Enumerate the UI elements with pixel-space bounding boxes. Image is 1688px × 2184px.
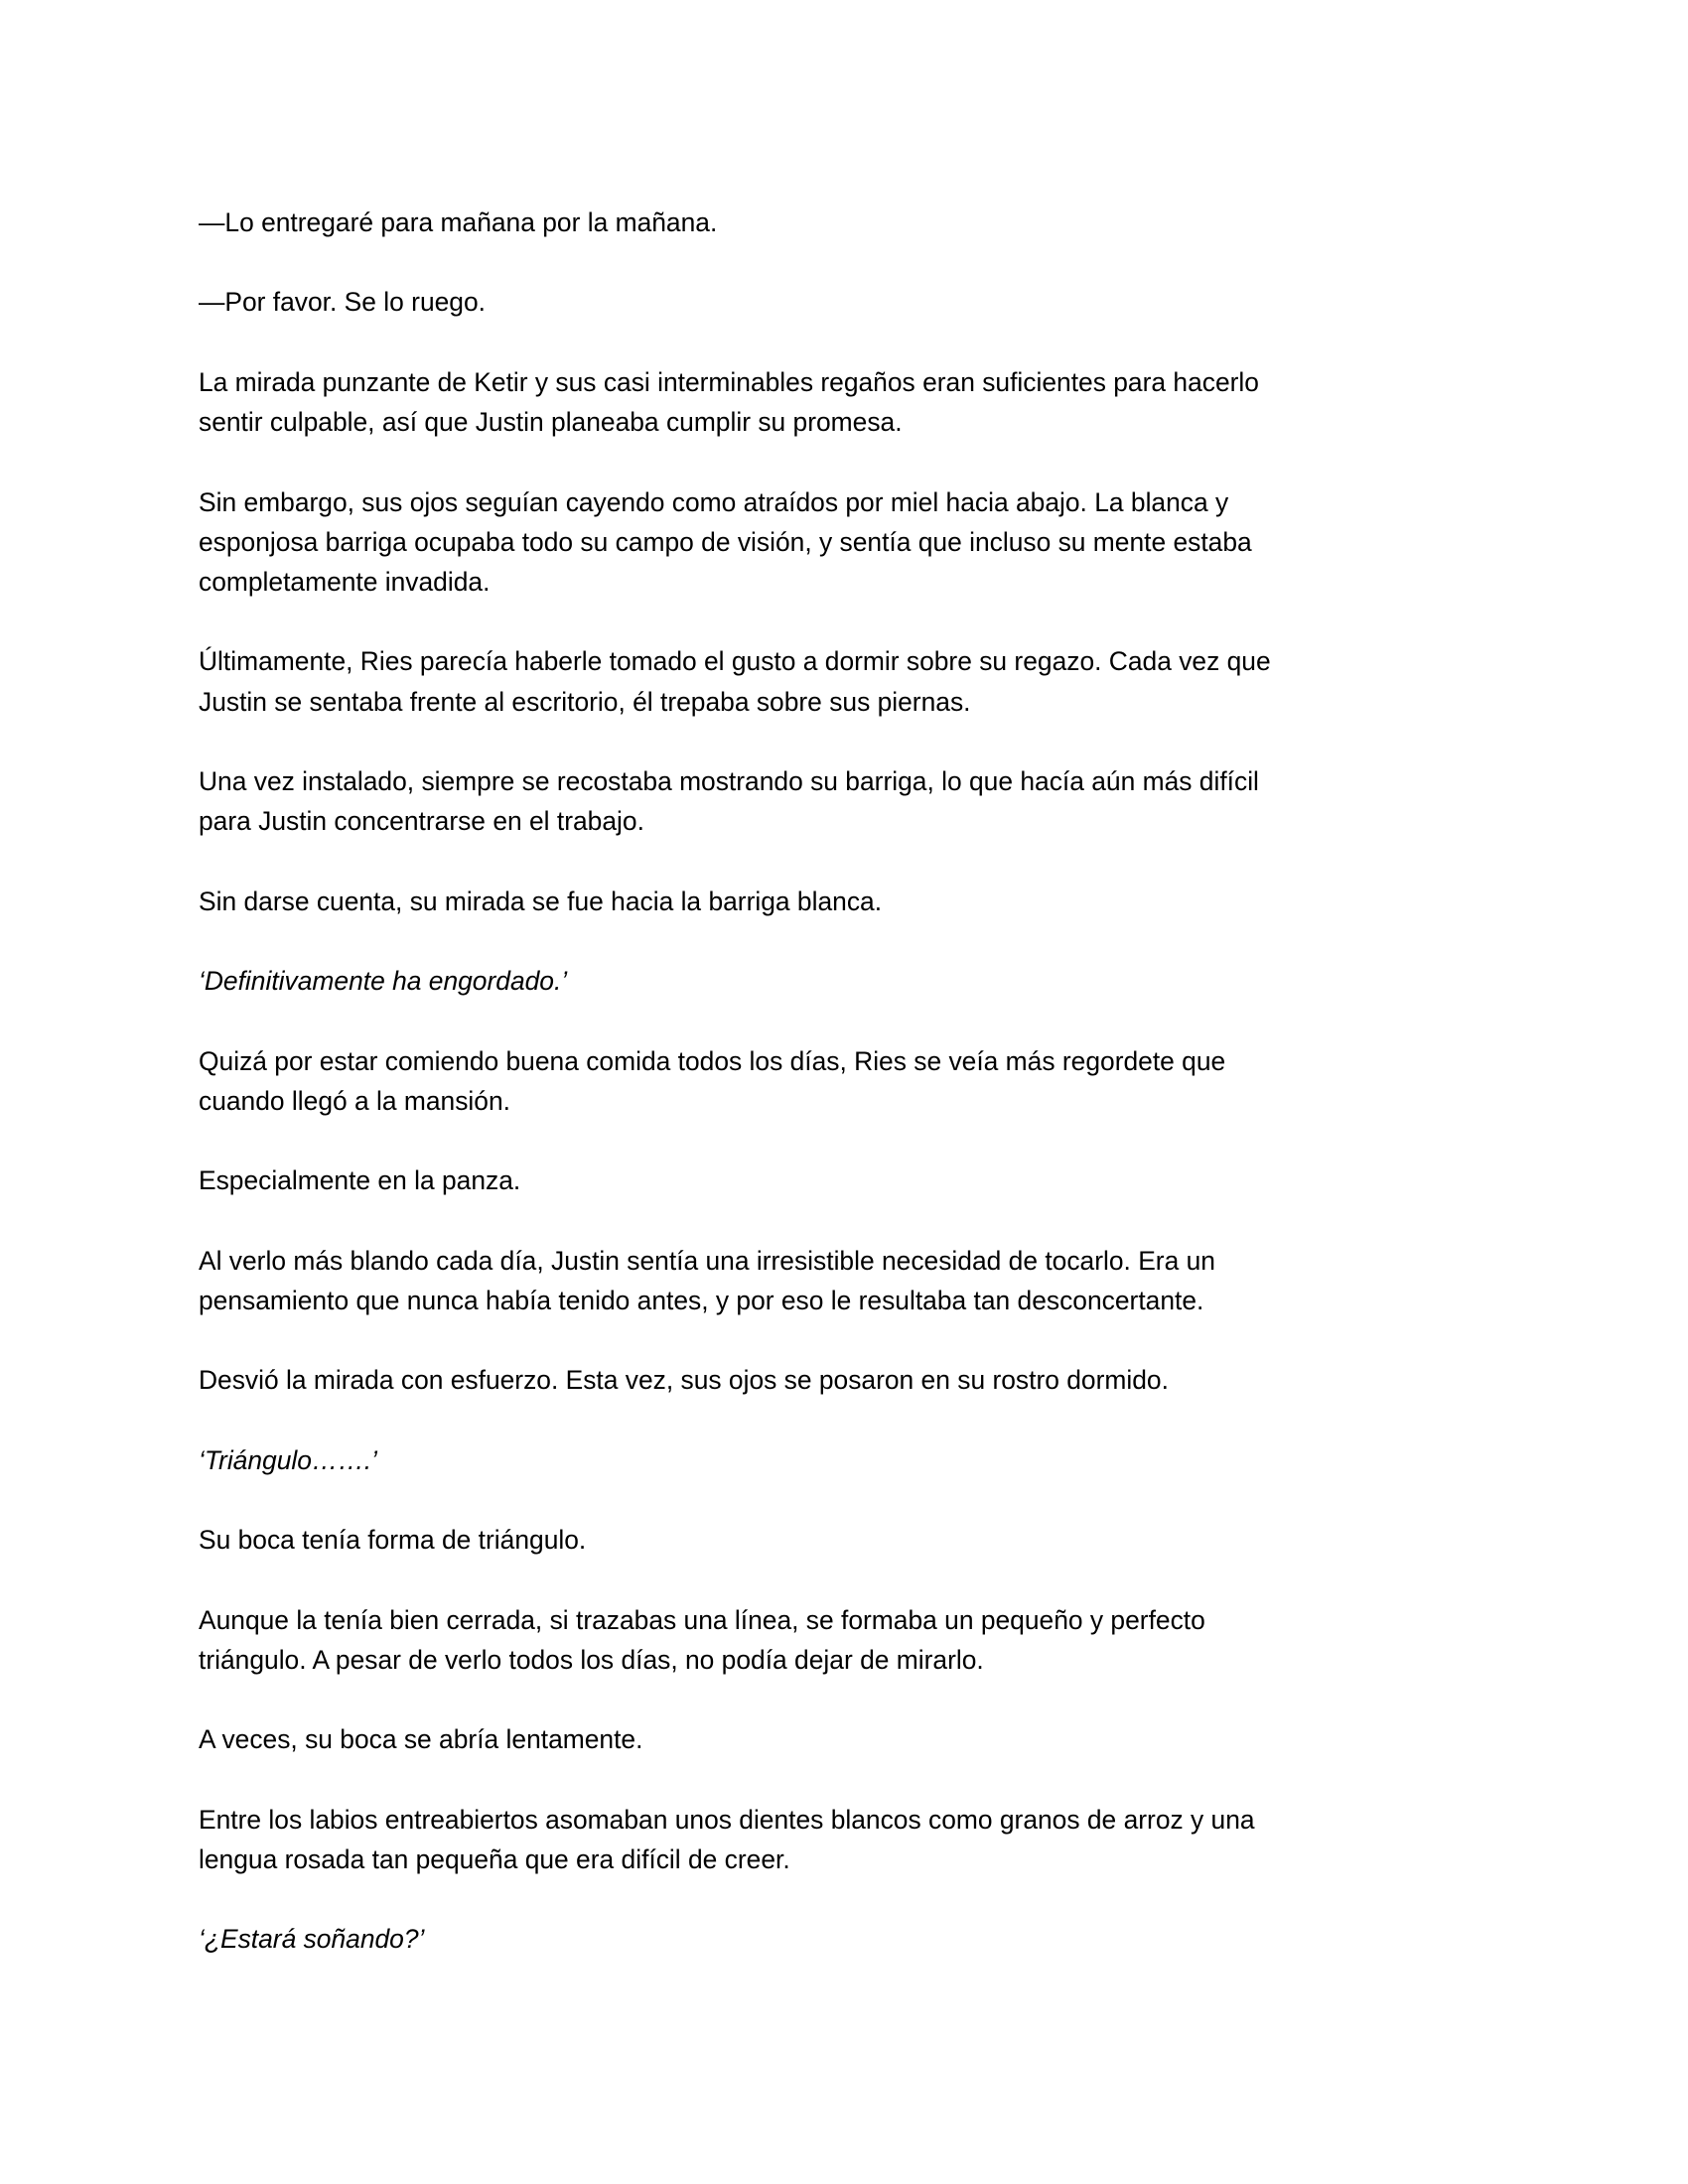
paragraph xyxy=(199,1600,1489,1680)
text-line: sentir culpable, así que Justin planeaba cumplir su promesa. xyxy=(199,407,903,438)
text-line: Al verlo más blando cada día, Justin sentía una irresistible necesidad de tocarlo. Era un xyxy=(199,1245,1215,1276)
text-line: Aunque la tenía bien cerrada, si trazabas una línea, se formaba un pequeño y perfecto xyxy=(199,1604,1205,1635)
paragraph xyxy=(199,1160,1489,1200)
thought-paragraph xyxy=(199,1919,1489,1959)
text-line: Su boca tenía forma de triángulo. xyxy=(199,1525,587,1556)
text-line: Desvió la mirada con esfuerzo. Esta vez, sus ojos se posaron en su rostro dormido. xyxy=(199,1365,1169,1396)
document-body xyxy=(199,203,1489,1999)
thought-paragraph xyxy=(199,1440,1489,1480)
paragraph xyxy=(199,641,1489,721)
paragraph xyxy=(199,761,1489,841)
text-line: Quizá por estar comiendo buena comida todos los días, Ries se veía más regordete que xyxy=(199,1045,1226,1076)
paragraph xyxy=(199,1360,1489,1400)
text-line: triángulo. A pesar de verlo todos los días, no podía dejar de mirarlo. xyxy=(199,1644,984,1675)
text-line: Últimamente, Ries parecía haberle tomado el gusto a dormir sobre su regazo. Cada vez que xyxy=(199,646,1271,677)
paragraph xyxy=(199,482,1489,603)
text-line: A veces, su boca se abría lentamente. xyxy=(199,1724,643,1755)
text-line: Justin se sentaba frente al escritorio, él trepaba sobre sus piernas. xyxy=(199,686,971,717)
text-line: Especialmente en la panza. xyxy=(199,1165,521,1196)
thought-paragraph xyxy=(199,961,1489,1001)
paragraph xyxy=(199,1241,1489,1320)
text-line: —Por favor. Se lo ruego. xyxy=(199,287,486,318)
text-line: Una vez instalado, siempre se recostaba mostrando su barriga, lo que hacía aún más difícil xyxy=(199,766,1259,797)
text-line: lengua rosada tan pequeña que era difícil de creer. xyxy=(199,1843,790,1874)
paragraph xyxy=(199,1520,1489,1560)
text-line: esponjosa barriga ocupaba todo su campo de visión, y sentía que incluso su mente estaba xyxy=(199,526,1252,557)
text-line: ‘Definitivamente ha engordado.’ xyxy=(199,966,568,997)
text-line: Sin embargo, sus ojos seguían cayendo como atraídos por miel hacia abajo. La blanca y xyxy=(199,486,1229,517)
text-line: La mirada punzante de Ketir y sus casi interminables regaños eran suficientes para hacerlo xyxy=(199,366,1259,397)
paragraph xyxy=(199,1800,1489,1879)
text-line: Entre los labios entreabiertos asomaban unos dientes blancos como granos de arroz y una xyxy=(199,1804,1255,1835)
paragraph xyxy=(199,1041,1489,1121)
dialogue-paragraph xyxy=(199,203,1489,242)
text-line: —Lo entregaré para mañana por la mañana. xyxy=(199,207,718,237)
dialogue-paragraph xyxy=(199,282,1489,322)
text-line: pensamiento que nunca había tenido antes, y por eso le resultaba tan desconcertante. xyxy=(199,1285,1204,1315)
text-line: ‘¿Estará soñando?’ xyxy=(199,1924,425,1955)
paragraph xyxy=(199,1719,1489,1759)
text-line: ‘Triángulo…….’ xyxy=(199,1444,377,1475)
text-line: cuando llegó a la mansión. xyxy=(199,1085,510,1116)
text-line: para Justin concentrarse en el trabajo. xyxy=(199,806,644,837)
text-line: Sin darse cuenta, su mirada se fue hacia la barriga blanca. xyxy=(199,886,883,916)
paragraph xyxy=(199,362,1489,442)
text-line: completamente invadida. xyxy=(199,566,491,597)
paragraph xyxy=(199,882,1489,921)
